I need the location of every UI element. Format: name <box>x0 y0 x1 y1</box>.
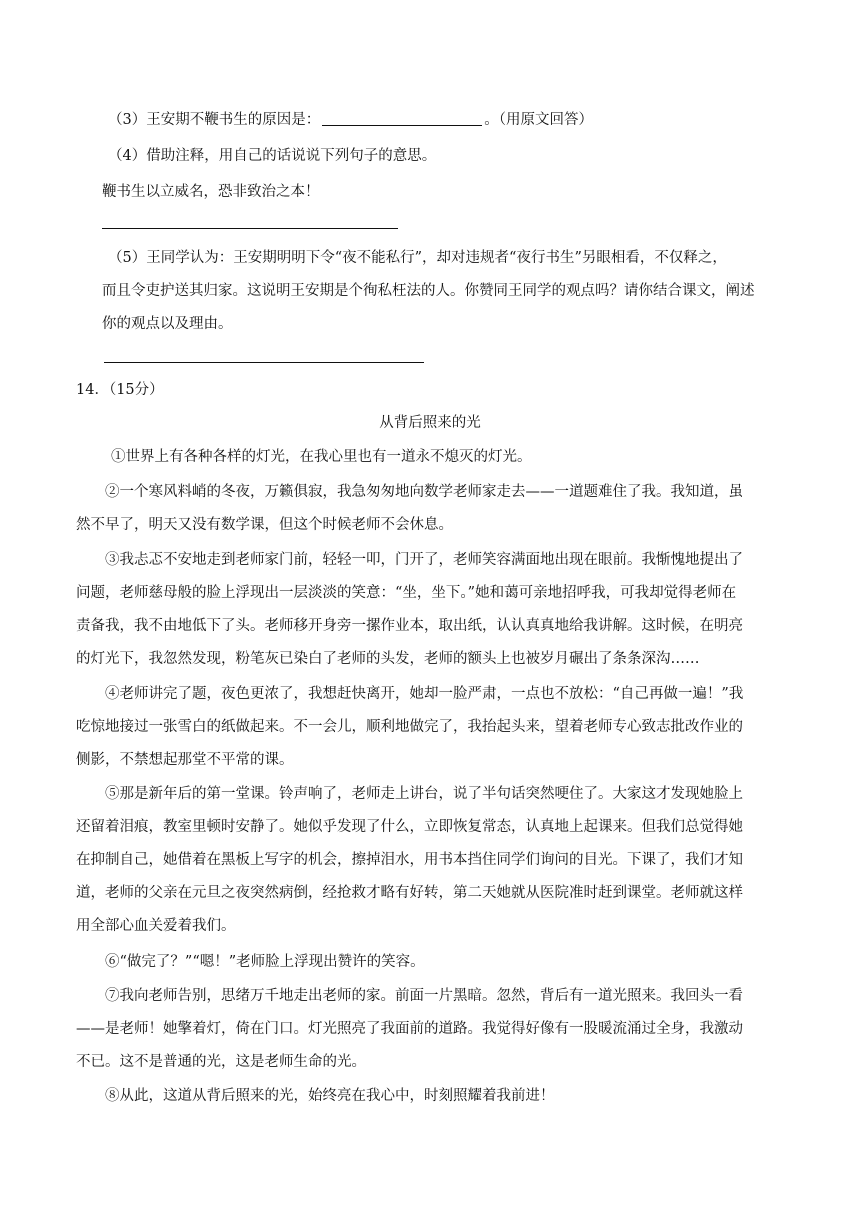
question-4-sentence: 鞭书生以立威名，恐非致治之本！ <box>102 184 320 200</box>
question-5-line: 你的观点以及理由。 <box>102 316 233 332</box>
paragraph-line: ⑧从此，这道从背后照来的光，始终亮在我心中，时刻照耀着我前进！ <box>105 1088 555 1104</box>
paragraph-line: ——是老师！她擎着灯，倚在门口。灯光照亮了我面前的道路。我觉得好像有一股暖流涌过全身，我激动 <box>76 1021 743 1037</box>
paragraph-line: ③我忐忑不安地走到老师家门前，轻轻一叩，门开了，老师笑容满面地出现在眼前。我惭愧地提出了 <box>105 552 743 568</box>
answer-blank-q4[interactable] <box>102 228 398 229</box>
question-3-suffix: 。（用原文回答） <box>484 112 593 128</box>
paragraph-line: ⑤那是新年后的第一堂课。铃声响了，老师走上讲台，说了半句话突然哽住了。大家这才发现她脸上 <box>105 786 743 802</box>
paragraph-line: ⑥“做完了？”“嗯！”老师脸上浮现出赞许的笑容。 <box>105 954 425 970</box>
question-3-prefix: （3）王安期不鞭书生的原因是： <box>108 112 321 128</box>
paragraph-line: 道，老师的父亲在元旦之夜突然病倒，经抢救才略有好转，第二天她就从医院准时赶到课堂。老师就这样 <box>76 885 743 901</box>
paragraph-line: 问题，老师慈母般的脸上浮现出一层淡淡的笑意：“坐，坐下。”她和蔼可亲地招呼我，可我却觉得老师在 <box>76 585 737 601</box>
question-3 <box>108 110 593 130</box>
paragraph-line: ②一个寒风料峭的冬夜，万籁俱寂，我急匆匆地向数学老师家走去——一道题难住了我。我知道，虽 <box>105 484 743 500</box>
answer-blank-q5[interactable] <box>104 362 424 363</box>
question-5-line: （5）王同学认为：王安期明明下令“夜不能私行”，却对违规者“夜行书生”另眼相看，不仅释之， <box>108 250 727 266</box>
paragraph-line: ①世界上有各种各样的灯光，在我心里也有一道永不熄灭的灯光。 <box>111 449 532 465</box>
paragraph-line: 的灯光下，我忽然发现，粉笔灰已染白了老师的头发，老师的额头上也被岁月碾出了条条深沟…… <box>76 651 700 667</box>
paragraph-line: 然不早了，明天又没有数学课，但这个时候老师不会休息。 <box>76 517 453 533</box>
paragraph-line: 不已。这不是普通的光，这是老师生命的光。 <box>76 1054 366 1070</box>
paragraph-line: ⑦我向老师告别，思绪万千地走出老师的家。前面一片黑暗。忽然，背后有一道光照来。我回头一看 <box>105 988 743 1004</box>
paragraph-line: 责备我，我不由地低下了头。老师移开身旁一摞作业本，取出纸，认认真真地给我讲解。这时候，在明亮 <box>76 618 743 634</box>
question-14-header: 14．（15分） <box>76 382 164 398</box>
paragraph-line: 还留着泪痕，教室里顿时安静了。她似乎发现了什么，立即恢复常态，认真地上起课来。但我们总觉得她 <box>76 819 743 835</box>
paragraph-line: ④老师讲完了题，夜色更浓了，我想赶快离开，她却一脸严肃，一点也不放松：“自己再做一遍！”我 <box>105 686 744 702</box>
question-5-line: 而且令吏护送其归家。这说明王安期是个徇私枉法的人。你赞同王同学的观点吗？请你结合课文，阐述 <box>102 283 755 299</box>
paragraph-line: 吃惊地接过一张雪白的纸做起来。不一会儿，顺利地做完了，我抬起头来，望着老师专心致志批改作业的 <box>76 719 743 735</box>
answer-blank-q3[interactable] <box>322 111 482 126</box>
question-4: （4）借助注释，用自己的话说说下列句子的意思。 <box>108 148 437 164</box>
paragraph-line: 侧影，不禁想起那堂不平常的课。 <box>76 752 294 768</box>
paragraph-line: 用全部心血关爱着我们。 <box>76 918 236 934</box>
paragraph-line: 在抑制自己，她借着在黑板上写字的机会，擦掉泪水，用书本挡住同学们询问的目光。下课了，我们才知 <box>76 852 743 868</box>
article-title: 从背后照来的光 <box>379 415 481 431</box>
